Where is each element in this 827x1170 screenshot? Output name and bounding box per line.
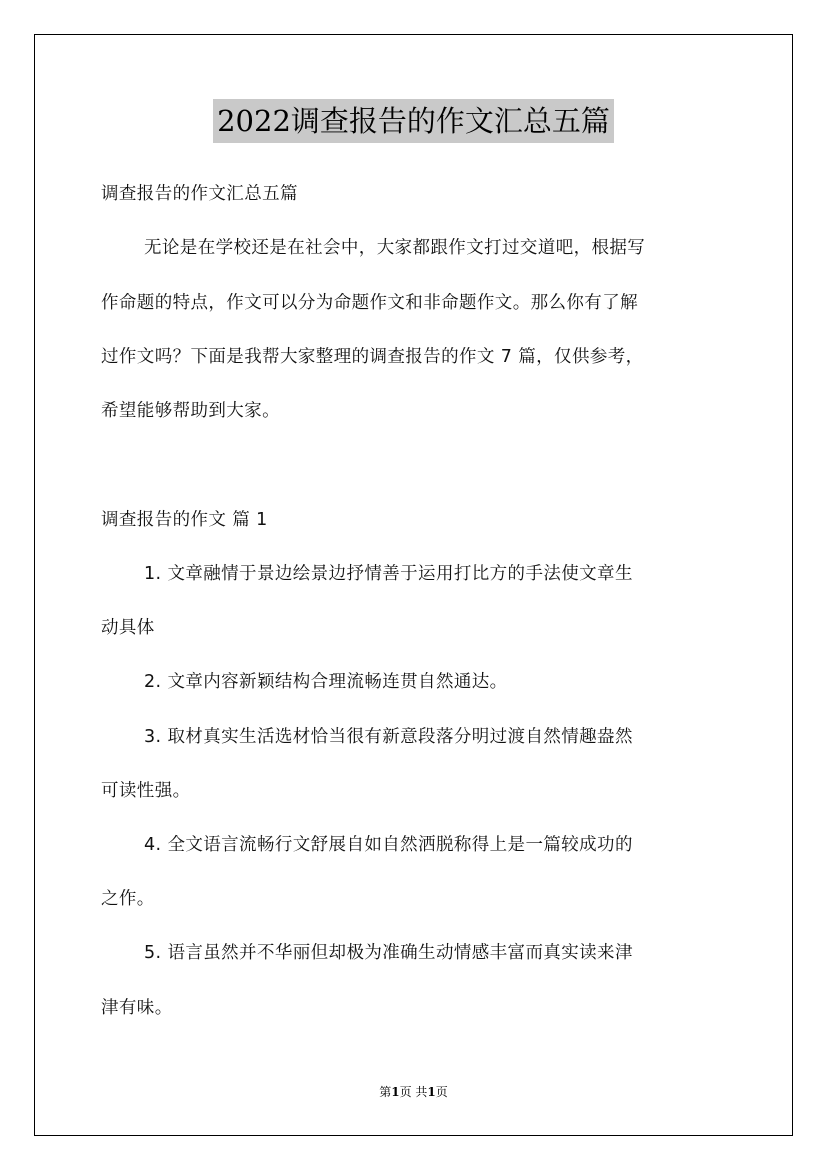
footer-page-mid: 页 共 <box>399 1085 428 1099</box>
section-heading: 调查报告的作文 篇 1 <box>101 510 268 530</box>
footer-page-number: 1 <box>391 1085 400 1099</box>
title-container <box>0 99 827 143</box>
intro-line-4: 希望能够帮助到大家。 <box>101 401 280 421</box>
item-5-line-1: 5. 语言虽然并不华丽但却极为准确生动情感丰富而真实读来津 <box>144 943 633 963</box>
intro-line-1: 无论是在学校还是在社会中，大家都跟作文打过交道吧，根据写 <box>144 238 646 258</box>
item-5-line-2: 津有味。 <box>101 998 173 1018</box>
subtitle: 调查报告的作文汇总五篇 <box>101 184 298 204</box>
intro-line-2: 作命题的特点，作文可以分为命题作文和非命题作文。那么你有了解 <box>101 293 638 313</box>
footer-page-prefix: 第 <box>379 1085 392 1099</box>
document-title: 2022调查报告的作文汇总五篇 <box>213 99 614 143</box>
item-4-line-1: 4. 全文语言流畅行文舒展自如自然洒脱称得上是一篇较成功的 <box>144 835 633 855</box>
page-footer <box>0 1083 827 1100</box>
item-4-line-2: 之作。 <box>101 889 155 909</box>
item-1-line-2: 动具体 <box>101 618 155 638</box>
item-3-line-1: 3. 取材真实生活选材恰当很有新意段落分明过渡自然情趣盎然 <box>144 727 633 747</box>
intro-line-3: 过作文吗？下面是我帮大家整理的调查报告的作文 7 篇，仅供参考， <box>101 347 644 367</box>
footer-page-suffix: 页 <box>435 1085 448 1099</box>
footer-total-pages: 1 <box>427 1085 436 1099</box>
item-3-line-2: 可读性强。 <box>101 781 191 801</box>
item-1-line-1: 1. 文章融情于景边绘景边抒情善于运用打比方的手法使文章生 <box>144 564 633 584</box>
item-2-line-1: 2. 文章内容新颖结构合理流畅连贯自然通达。 <box>144 672 508 692</box>
